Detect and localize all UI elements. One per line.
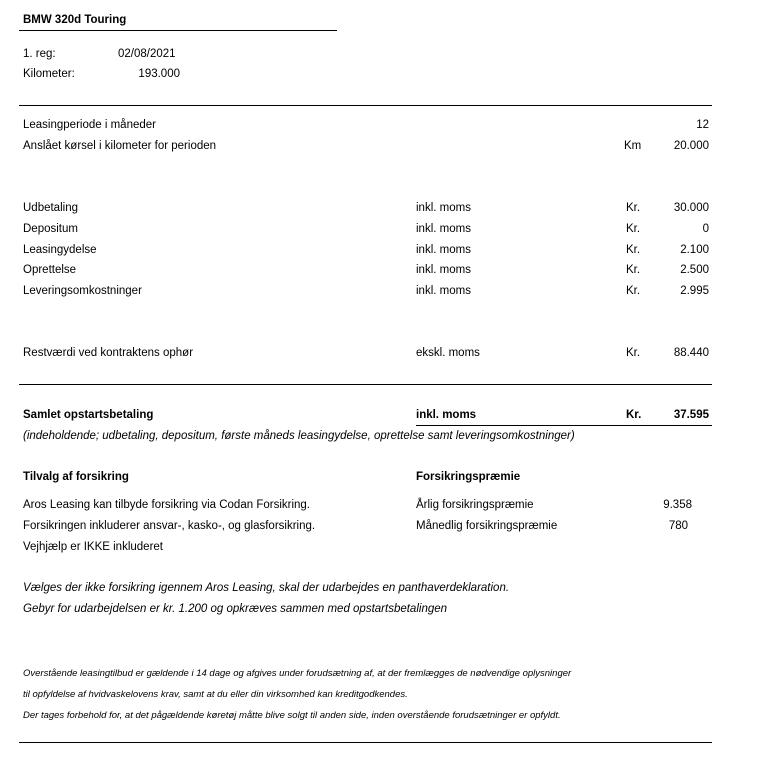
payment-currency: Kr. [626,244,641,256]
payment-label: Leasingydelse [23,244,97,256]
disclaimer-line: Der tages forbehold for, at det pågældende køretøj måtte blive solgt til anden side, inden overstående forudsætninger er opfyldt. [23,710,561,721]
premium-label: Månedlig forsikringspræmie [416,520,558,532]
title-divider [19,30,337,31]
section-divider-2 [19,384,712,385]
residual-currency: Kr. [626,347,641,359]
payment-value: 30.000 [673,202,709,214]
disclaimer-line: Overstående leasingtilbud er gældende i 14 dage og afgives under forudsætning af, at der fremlægges de nødvendige oplysninger [23,668,572,679]
km-value: 193.000 [138,68,180,80]
residual-label: Restværdi ved kontraktens ophør [23,347,194,359]
payment-value: 2.995 [680,285,709,297]
total-vat: inkl. moms [416,409,477,421]
reg-value: 02/08/2021 [118,48,176,60]
period-label: Leasingperiode i måneder [23,119,156,131]
premium-label: Årlig forsikringspræmie [416,499,534,511]
payment-currency: Kr. [626,264,641,276]
total-underline [416,425,712,426]
premium-value: 9.358 [663,499,692,511]
insurance-heading: Tilvalg af forsikring [23,471,129,483]
estimate-unit: Km [624,140,642,152]
premium-value: 780 [668,520,688,532]
total-label: Samlet opstartsbetaling [23,409,154,421]
payment-currency: Kr. [626,285,641,297]
reg-label: 1. reg: [23,48,56,60]
premium-heading: Forsikringspræmie [416,471,521,483]
payment-vat: inkl. moms [416,244,471,256]
payment-label: Depositum [23,223,78,235]
payment-vat: inkl. moms [416,285,471,297]
payment-label: Oprettelse [23,264,77,276]
km-label: Kilometer: [23,68,75,80]
payment-value: 2.500 [680,264,709,276]
period-value: 12 [696,119,709,131]
total-value: 37.595 [673,409,709,421]
payment-currency: Kr. [626,223,641,235]
insurance-line: Vejhjælp er IKKE inkluderet [23,541,163,553]
insurance-line: Forsikringen inkluderer ansvar-, kasko-, og glasforsikring. [23,520,316,532]
payment-vat: inkl. moms [416,202,471,214]
page-title: BMW 320d Touring [23,14,127,26]
total-note: (indeholdende; udbetaling, depositum, første måneds leasingydelse, oprettelse samt leveringsomkostninger) [23,430,575,442]
payment-value: 2.100 [680,244,709,256]
residual-value: 88.440 [673,347,709,359]
insurance-line: Aros Leasing kan tilbyde forsikring via Codan Forsikring. [23,499,310,511]
residual-vat: ekskl. moms [416,347,480,359]
payment-label: Udbetaling [23,202,78,214]
disclaimer-line: til opfyldelse af hvidvaskelovens krav, samt at du eller din virksomhed kan kreditgodkendes. [23,689,408,700]
payment-value: 0 [702,223,709,235]
total-currency: Kr. [626,409,642,421]
estimate-value: 20.000 [673,140,709,152]
notice-line: Vælges der ikke forsikring igennem Aros Leasing, skal der udarbejdes en panthaverdeklaration. [23,582,510,594]
payment-vat: inkl. moms [416,264,471,276]
section-divider-1 [19,105,712,106]
payment-vat: inkl. moms [416,223,471,235]
footer-divider [19,742,712,743]
payment-label: Leveringsomkostninger [23,285,142,297]
estimate-label: Anslået kørsel i kilometer for perioden [23,140,217,152]
payment-currency: Kr. [626,202,641,214]
notice-line: Gebyr for udarbejdelsen er kr. 1.200 og opkræves sammen med opstartsbetalingen [23,603,448,615]
